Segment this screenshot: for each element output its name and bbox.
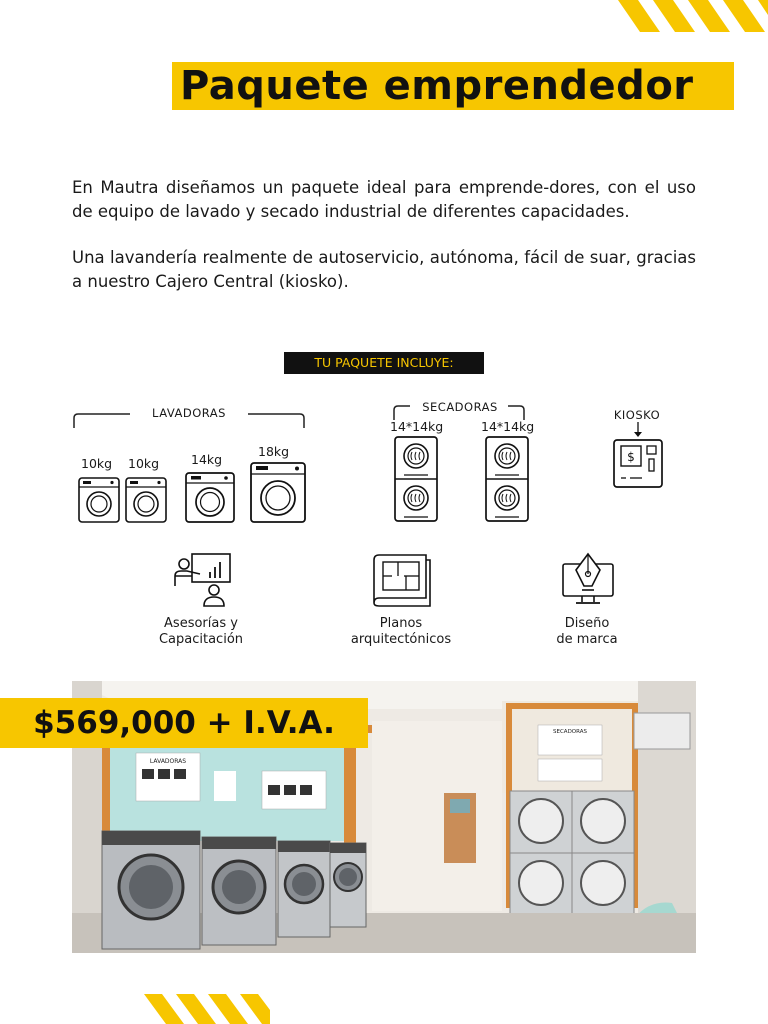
includes-label: TU PAQUETE INCLUYE:	[284, 352, 484, 374]
service-label-branding: Diseño de marca	[556, 616, 618, 647]
blueprint-icon	[370, 552, 432, 608]
washer-capacity-2: 10kg	[128, 456, 160, 471]
washer-18kg-icon	[250, 462, 306, 523]
washer-capacity-3: 14kg	[191, 452, 223, 467]
washer-10kg-icon	[78, 477, 120, 523]
price-text: $569,000 + I.V.A.	[33, 705, 335, 741]
washer-capacity-1: 10kg	[81, 456, 113, 471]
washer-14kg-icon	[185, 472, 235, 523]
intro-paragraph-1: En Mautra diseñamos un paquete ideal para emprende-dores, con el uso de equipo de lavado y secado industrial de diferentes capacidades.	[72, 178, 696, 221]
title-banner	[172, 62, 734, 110]
service-label-consulting: Asesorías y Capacitación	[158, 616, 244, 647]
washers-label: LAVADORAS	[152, 406, 226, 420]
intro-text	[72, 176, 696, 294]
kiosk-icon	[612, 420, 664, 490]
presentation-icon	[170, 552, 232, 608]
top-stripes-decoration	[608, 0, 768, 32]
page-title: Paquete emprendedor	[180, 63, 694, 109]
dryer-capacity-2: 14*14kg	[481, 419, 535, 434]
bottom-stripes-decoration	[140, 994, 270, 1024]
service-label-blueprints: Planos arquitectónicos	[350, 616, 452, 647]
dryer-capacity-1: 14*14kg	[390, 419, 444, 434]
kiosk-label: KIOSKO	[613, 408, 661, 422]
washer-capacity-4: 18kg	[258, 444, 290, 459]
stacked-dryer-icon	[485, 436, 529, 522]
intro-paragraph-2: Una lavandería realmente de autoservicio, autónoma, fácil de suar, gracias a nuestro Cajero Central (kiosko).	[72, 248, 696, 291]
washer-10kg-icon	[125, 477, 167, 523]
photo-sign-washers: LAVADORAS	[149, 758, 187, 765]
stacked-dryer-icon	[394, 436, 438, 522]
dryers-label: SECADORAS	[422, 400, 498, 414]
svg-text:$: $	[627, 450, 635, 464]
pen-monitor-icon	[560, 552, 616, 608]
price-banner	[0, 698, 368, 748]
photo-sign-dryers: SECADORAS	[553, 729, 587, 735]
